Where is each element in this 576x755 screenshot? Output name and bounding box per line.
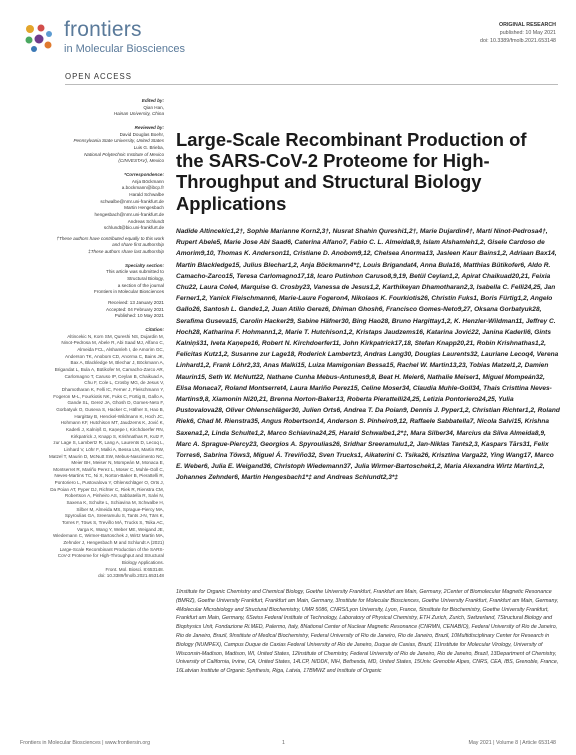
citation-line: Carlomagno T, Caruso IP, Ceylan B, Chaikuad A,	[64, 373, 164, 379]
footer-journal[interactable]: Frontiers in Molecular Biosciences | www.frontiersin.org	[20, 740, 151, 746]
correspondence-line: Anja Böckmann	[131, 178, 164, 184]
divider	[65, 84, 558, 85]
citation-line: Pontoriero L, Pustovalova Y, Ohlenschläger O, Orts J,	[54, 480, 164, 486]
citation-line: Gorbatyuk O, Guseva S, Hacker C, Häfner S, Hao B,	[56, 406, 164, 412]
article-meta	[480, 22, 556, 45]
citation-line: Bax A, Blackledge M, Blechar J, Böckmann A,	[70, 360, 164, 366]
author-note: ‡These authors share last authorship	[88, 249, 164, 255]
correspondence-email[interactable]: a.bockmann@ibcp.fr	[121, 185, 164, 191]
citation-line: Hohmann KF, Hutchison MT, Jaudzems K, Jović K,	[60, 420, 164, 426]
citation-line: doi: 10.3389/fmolb.2021.653148	[98, 573, 164, 579]
citation-line: Linhard V, Löhr F, Malki A, Bessa LM, Martin RW,	[63, 446, 164, 452]
citation-line: Kirkpatrick J, Knapp S, Krishnathas R, Kutz F,	[70, 433, 164, 439]
specialty-line: a section of the journal	[117, 282, 164, 288]
citation-line: Almeida FCL, Alshamleh I, de Amorim GC,	[77, 347, 164, 352]
journal-header	[20, 14, 556, 62]
citation-line: Dhamotharan K, Felli IC, Ferner J, Fleischmann Y,	[61, 386, 164, 392]
affiliations: 1Institute for Organic Chemistry and Chemical Biology, Goethe University Frankfurt, Frankfurt am Main, Germany, 2Center of Biomolecular Magnetic Resonance (BMRZ), Goethe University Frankfurt, Frankfurt am Main, Germany, 3Institute for Molecular Biosciences, Goethe University Frankfurt, Frankfurt am Main, Germany, 4Molecular Microbiology and Structural Biochemistry, UMR 5086, CNRS/Lyon University, Lyon, France, 5Institute for Biochemistry, Goethe University Frankfurt, Frankfurt am Main, Germany, 6Swiss Federal Institute of Technology, Laboratory of Physical Chemistry, ETH Zurich, Zurich, Switzerland, 7Structural Biology and Biophysics Unit, Fondazione Ri.MED, Palermo, Italy, 8National Center of Nuclear Magnetic Resonance (CNRMN, CENABIO), Federal University of Rio de Janeiro, Rio de Janeiro, Brazil, 9Institute of Medical Biochemistry, Federal University of Rio de Janeiro, Rio de Janeiro, Brazil, 10Multidisciplinary Center for Research in Biology (NUMPEX), Campus Duque de Caxias Federal University of Rio de Janeiro, Duque de Caxias, Brazil, 11Institute for Molecular Virology, University of Wisconsin-Madison, Madison, WI, United States, 12Institute of Chemistry, Federal University of Rio de Janeiro, Rio de Janeiro, Brazil, 13Department of Chemistry, University of California, Irvine, CA, United States, 14LCP, NIDDK, NIH, Bethesda, MD, United States, 15Univ. Grenoble Alpes, CNRS, CEA, IBS, Grenoble, France, 16Latvian Institute of Organic Synthesis, Riga, Latvia, 17BMWZ and Institute of Organic	[176, 589, 559, 675]
received-date: Received: 13 January 2021	[108, 300, 164, 306]
published-date: Published: 10 May 2021	[114, 313, 164, 319]
citation-line: Anderson TK, Anobom CD, Anorma C, Bains JK,	[65, 353, 164, 359]
journal-logo-text: frontiers	[64, 18, 142, 41]
correspondence-email[interactable]: hengesbach@nmr.uni-frankfurt.de	[94, 211, 164, 217]
accepted-date: Accepted: 04 February 2021	[106, 306, 164, 312]
citation-line: Spyroulias GA, Sreeramulu S, Tants J-N, Tārs K,	[64, 513, 164, 519]
article-type: ORIGINAL RESEARCH	[499, 22, 556, 28]
correspondence-label: *Correspondence:	[124, 171, 164, 177]
citation-line: Montserret R, Mariño Perez L, Moser C, Muhle-Goll C,	[53, 466, 164, 472]
edited-by-line: Qian Han,	[143, 104, 164, 110]
citation-line: Gande SL, Gerez JA, Ghosh D, Gomes-Neto F,	[67, 400, 164, 406]
specialty-line: Structural Biology,	[127, 276, 164, 282]
reviewed-by-label: Reviewed by:	[134, 124, 164, 130]
citation-line: Silber M, Almeida MS, Sprague-Piercy MA,	[76, 506, 164, 512]
author-note: and share first authorship	[112, 242, 164, 248]
reviewer-line: Pennsylvania State University, United States	[73, 138, 164, 144]
open-access-label: OPEN ACCESS	[65, 72, 132, 81]
citation-line: CoV-2 Proteome for High-Throughput and Structural	[57, 553, 164, 559]
correspondence-email[interactable]: schlundt@bio.uni-frankfurt.de	[103, 225, 164, 231]
citation-line: Ninot-Pedrosa M, Abele R, Abi Saad MJ, Alfano C,	[61, 340, 164, 346]
reviewer-line: (CINVESTAV), Mexico	[118, 158, 164, 164]
citation-line: Da Poian AT, Pyper DJ, Richter C, Riek R, Rienstra CM,	[50, 486, 164, 492]
citation-line: Biology Applications.	[121, 560, 164, 565]
correspondence-email[interactable]: schwalbe@nmr.uni-frankfurt.de	[100, 198, 164, 204]
citation-line: Altincekic N, Korn SM, Qureshi NS, Dujardin M,	[67, 333, 164, 339]
citation-line: Wiedemann C, Wirmer-Bartoschek J, Wirtz Martin MA,	[52, 533, 164, 539]
published-date: published: 10 May 2021	[499, 29, 556, 36]
article-title: Large-Scale Recombinant Production of the SARS-CoV-2 Proteome for High-Throughput and Structural Biology Applications	[176, 129, 527, 214]
reviewer-line: David Douglas Boehr,	[119, 131, 164, 137]
article-doi[interactable]: doi: 10.3389/fmolb.2021.653148	[480, 37, 556, 44]
citation-line: Saxena K, Schulte L, Schiavina M, Schwalbe H,	[66, 500, 164, 506]
citation-line: Front. Mol. Biosci. 8:653148.	[105, 566, 164, 572]
frontiers-logo-icon	[20, 20, 56, 56]
citation-line: zur Lage S, Lambertz R, Lang A, Laurents D, Lecoq L,	[53, 440, 164, 446]
sidebar	[30, 95, 164, 580]
citation-line: Torres F, Töws S, Treviño MÁ, Trucks S, Tsika AC,	[62, 520, 164, 526]
journal-logo-subtitle: in Molecular Biosciences	[64, 43, 186, 55]
specialty-line: This article was submitted to	[106, 269, 164, 275]
page-number: 1	[282, 740, 285, 746]
citation-line: Hargittay B, Henckel-Wildmann K, Hoch JC,	[74, 413, 164, 419]
reviewer-line: Luis G. Brieba,	[133, 144, 164, 150]
citation-line: Fogeron M-L, Fourkiotis NK, Fuks C, Fürtig B, Gallo A,	[53, 393, 164, 399]
correspondence-line: Andreas Schlundt	[127, 218, 164, 224]
citation-line: Varga K, Wang Y, Weber ME, Weigand JE,	[77, 526, 164, 532]
citation-line: Chu F, Cole L, Crosby MG, de Jesus V,	[84, 380, 164, 386]
citation-line: Large-Scale Recombinant Production of the SARS-	[59, 546, 164, 552]
author-list: Nadide Altincekic1,2†, Sophie Marianne Korn2,3†, Nusrat Shahin Qureshi1,2†, Marie Dujardin4†, Martí Ninot-Pedrosa4†, Rupert Abele5, Marie Jose Abi Saad6, Caterina Alfano7, Fabio C. L. Almeida8,9, Islam Alshamleh1,2, Gisele Cardoso de Amorim9,10, Thomas K. Anderson11, Cristiane D. Anobom9,12, Chelsea Anorma13, Jasleen Kaur Bains1,2, Adriaan Bax14, Martin Blackledge15, Julius Blechar1,2, Anja Böckmann4*‡, Louis Brigandat4, Anna Bula16, Matthias Bütikofer6, Aldo R. Camacho-Zarco15, Teresa Carlomagno17,18, Icaro Putinhon Caruso8,9,19, Betül Ceylan1,2, Apirat Chaikuad20,21, Feixia Chu22, Laura Cole4, Marquise G. Crosby23, Vanessa de Jesus1,2, Karthikeyan Dhamotharan2,3, Isabella C. Felli24,25, Jan Ferner1,2, Yanick Fleischmann6, Marie-Laure Fogeron4, Nikolaos K. Fourkiotis26, Christin Fuks1, Boris Fürtig1,2, Angelo Gallo26, Santosh L. Gande1,2, Juan Atilio Gerez6, Dhiman Ghosh6, Francisco Gomes-Neto9,27, Oksana Gorbatyuk28, Serafima Guseva15, Carolin Hacker29, Sabine Häfner30, Bing Hao28, Bruno Hargittay1,2, K. Henzler-Wildman11, Jeffrey C. Hoch28, Katharina F. Hohmann1,2, Marie T. Hutchison1,2, Kristaps Jaudzems16, Katarina Jović22, Janina Kaderli6, Gints Kalniņš31, Iveta Kaņepe16, Robert N. Kirchdoerfer11, John Kirkpatrick17,18, Stefan Knapp20,21, Robin Krishnathas1,2, Felicitas Kutz1,2, Susanne zur Lage18, Roderick Lambertz3, Andras Lang30, Douglas Laurents32, Lauriane Lecoq4, Verena Linhard1,2, Frank Löhr2,33, Anas Malki15, Luiza Mamigonian Bessa15, Rachel W. Martin13,23, Tobias Matzel1,2, Damien Maurin15, Seth W. McNutt22, Nathane Cunha Mebus-Antunes9,8, Beat H. Meier6, Nathalie Meiser1, Miguel Mompeán32, Elisa Monaca7, Roland Montserret4, Laura Mariño Perez15, Celine Moser34, Claudia Muhle-Goll34, Thais Cristtina Neves-Martins9,8, Xiamonin Ni20,21, Brenna Norton-Baker13, Roberta Pierattelli24,25, Letizia Pontoriero24,25, Yulia Pustovalova28, Oliver Ohlenschläger30, Julien Orts6, Andrea T. Da Poian9, Dennis J. Pyper1,2, Christian Richter1,2, Roland Riek6, Chad M. Rienstra35, Angus Robertson14, Anderson S. Pinheiro9,12, Raffaele Sabbatella7, Nicola Salvi15, Krishna Saxena1,2, Linda Schulte1,2, Marco Schiavina24,25, Harald Schwalbe1,2*‡, Mara Silber34, Marcius da Silva Almeida8,9, Marc A. Sprague-Piercy23, Georgios A. Spyroulias26, Sridhar Sreeramulu1,2, Jan-Niklas Tants2,3, Kaspars Tārs31, Felix Torres6, Sabrina Töws3, Miguel Á. Treviño32, Sven Trucks1, Aikaterini C. Tsika26, Krisztina Varga22, Ying Wang17, Marco E. Weber6, Julia E. Weigand36, Christoph Wiedemann37, Julia Wirmer-Bartoschek1,2, Maria Alexandra Wirtz Martin1,2, Johannes Zehnder6, Martin Hengesbach1*‡ and Andreas Schlundt2,3*‡	[176, 228, 560, 482]
citation-lines	[30, 334, 164, 580]
correspondence-line: Martin Hengesbach	[124, 205, 164, 211]
reviewer-line: National Polytechnic Institute of Mexico	[84, 151, 164, 157]
citation-line: Brigandat L, Bula A, Bütikofer M, Camacho-Zarco AR,	[54, 366, 164, 372]
citation-line: Zehnder J, Hengesbach M and Schlundt A (2021)	[63, 540, 164, 546]
citation-line: Meier BH, Meiser N, Mompeán M, Monaca E,	[71, 460, 164, 466]
citation-line: Matzel T, Maurin D, McNutt SW, Mebus-Nascimento NC,	[48, 453, 164, 459]
correspondence-line: Harald Schwalbe	[129, 191, 164, 197]
author-note: †These authors have contributed equally to this work	[56, 235, 164, 241]
edited-by-line: Hainan University, China	[113, 111, 164, 117]
edited-by-label: Edited by:	[141, 98, 164, 103]
citation-line: Robertson A, Pinheiro AS, Sabbatella R, Salvi N,	[64, 493, 164, 499]
citation-line: Neves-Martins TC, Ni X, Norton-Baker B, Pierattelli R,	[54, 473, 164, 479]
citation-line: Kaderli J, Kalniņš G, Kaņepe I, Kirchdoerfer RN,	[65, 426, 164, 432]
footer-issue: May 2021 | Volume 8 | Article 653148	[468, 740, 556, 746]
specialty-line: Frontiers in Molecular Biosciences	[94, 289, 164, 295]
specialty-label: Specialty section:	[124, 262, 164, 268]
citation-label: Citation:	[145, 327, 164, 333]
